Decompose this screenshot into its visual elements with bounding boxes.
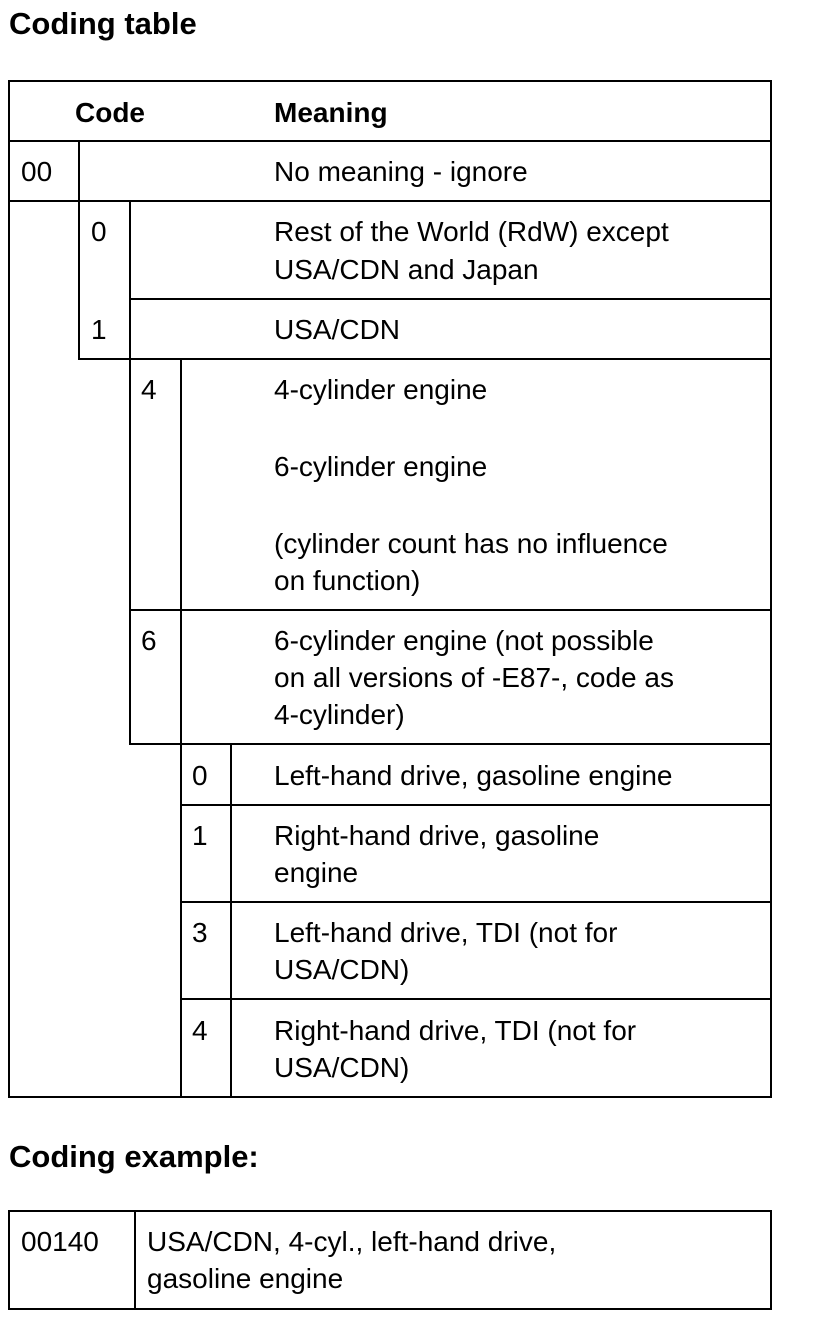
meaning-line: USA/CDN [274, 314, 401, 345]
table-border-right [770, 80, 772, 1098]
column-divider [129, 200, 131, 745]
example-code: 00140 [21, 1226, 99, 1257]
example-border-top [8, 1210, 772, 1212]
row-divider [180, 901, 772, 903]
meaning-line: Rest of the World (RdW) except [274, 216, 669, 247]
row-divider [129, 743, 772, 745]
code-cell: 4 [141, 374, 157, 405]
code-cell: 0 [192, 760, 208, 791]
code-cell: 1 [192, 820, 208, 851]
meaning-line: USA/CDN) [274, 954, 410, 985]
row-divider [180, 804, 772, 806]
column-divider [180, 358, 182, 1098]
code-cell: 1 [91, 314, 107, 345]
row-divider [180, 998, 772, 1000]
column-divider [230, 743, 232, 1098]
row-divider [129, 609, 772, 611]
meaning-line: Left-hand drive, gasoline engine [274, 760, 673, 791]
meaning-line: Right-hand drive, TDI (not for [274, 1015, 637, 1046]
code-cell: 3 [192, 917, 208, 948]
meaning-line: No meaning - ignore [274, 156, 528, 187]
meaning-line: USA/CDN and Japan [274, 254, 539, 285]
example-border-left [8, 1210, 10, 1310]
meaning-line: Right-hand drive, gasoline [274, 820, 600, 851]
example-title: Coding example: [9, 1139, 259, 1174]
example-column-divider [134, 1210, 136, 1310]
table-title: Coding table [9, 6, 197, 41]
example-border-right [770, 1210, 772, 1310]
meaning-line: on all versions of -E87-, code as [274, 662, 674, 693]
meaning-line: 6-cylinder engine (not possible [274, 625, 654, 656]
meaning-line: 4-cylinder) [274, 699, 405, 730]
table-border-bottom [8, 1096, 772, 1098]
example-border-bottom [8, 1308, 772, 1310]
meaning-line: engine [274, 857, 359, 888]
header-code: Code [75, 97, 145, 128]
code-cell: 00 [21, 156, 53, 187]
meaning-line: on function) [274, 565, 421, 596]
row-divider [8, 200, 772, 202]
row-divider [129, 298, 772, 300]
code-cell: 6 [141, 625, 157, 656]
meaning-line: 4-cylinder engine [274, 374, 488, 405]
row-divider [8, 140, 772, 142]
meaning-line: USA/CDN) [274, 1052, 410, 1083]
table-border-left [8, 80, 10, 1098]
code-cell: 4 [192, 1015, 208, 1046]
table-border-top [8, 80, 772, 82]
meaning-line: (cylinder count has no influence [274, 528, 668, 559]
example-meaning-line: USA/CDN, 4-cyl., left-hand drive, [147, 1226, 557, 1257]
meaning-line: 6-cylinder engine [274, 451, 488, 482]
row-divider [78, 358, 772, 360]
code-cell: 0 [91, 216, 107, 247]
example-meaning-line: gasoline engine [147, 1263, 344, 1294]
column-divider [78, 140, 80, 360]
meaning-line: Left-hand drive, TDI (not for [274, 917, 618, 948]
header-meaning: Meaning [274, 97, 388, 128]
